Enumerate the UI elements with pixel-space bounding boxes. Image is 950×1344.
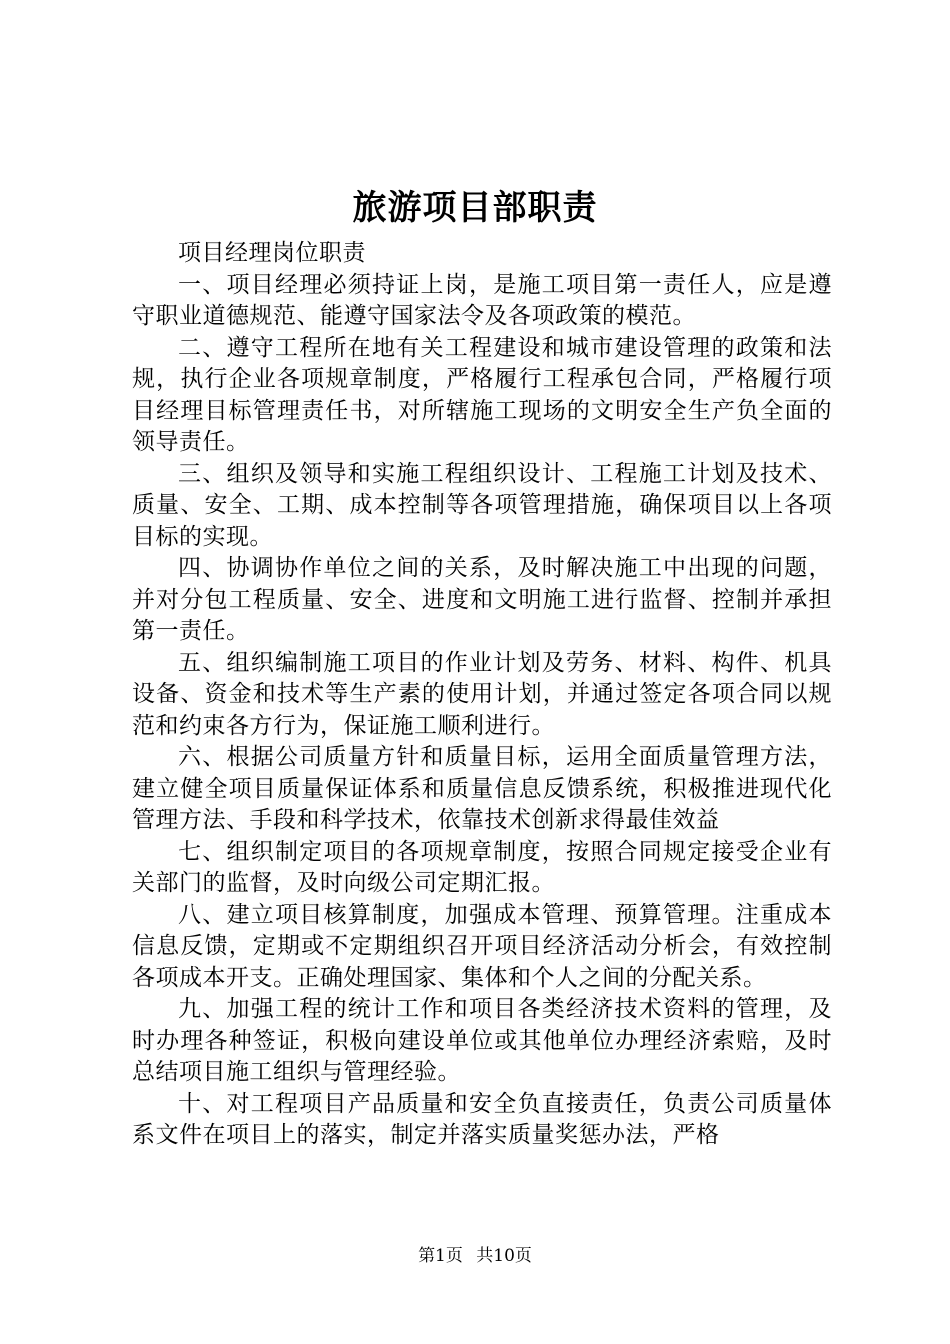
paragraph-item-8: 八、建立项目核算制度，加强成本管理、预算管理。注重成本信息反馈，定期或不定期组织召开项目经济活动分析会，有效控制各项成本开支。正确处理国家、集体和个人之间的分配关系。 [132,901,832,991]
paragraph-item-3: 三、组织及领导和实施工程组织设计、工程施工计划及技术、质量、安全、工期、成本控制等各项管理措施，确保项目以上各项目标的实现。 [132,460,832,550]
paragraph-item-7: 七、组织制定项目的各项规章制度，按照合同规定接受企业有关部门的监督，及时向级公司定期汇报。 [132,838,832,896]
paragraph-item-5: 五、组织编制施工项目的作业计划及劳务、材料、构件、机具设备、资金和技术等生产素的使用计划，并通过签定各项合同以规范和约束各方行为，保证施工顺利进行。 [132,649,832,739]
paragraph-item-10: 十、对工程项目产品质量和安全负直接责任，负责公司质量体系文件在项目上的落实，制定并落实质量奖惩办法，严格 [132,1090,832,1148]
paragraph-item-9: 九、加强工程的统计工作和项目各类经济技术资料的管理，及时办理各种签证，积极向建设单位或其他单位办理经济索赔，及时总结项目施工组织与管理经验。 [132,996,832,1085]
document-body [132,238,832,1152]
page-number: 第1页 [418,1246,463,1266]
paragraph-item-2: 二、遵守工程所在地有关工程建设和城市建设管理的政策和法规，执行企业各项规章制度，严格履行工程承包合同，严格履行项目经理目标管理责任书，对所辖施工现场的文明安全生产负全面的领导责任。 [132,334,832,455]
paragraph-heading: 项目经理岗位职责 [178,240,366,266]
page-total: 共10页 [476,1246,532,1266]
paragraph-item-1: 一、项目经理必须持证上岗，是施工项目第一责任人，应是遵守职业道德规范、能遵守国家法令及各项政策的模范。 [132,271,832,329]
document-title: 旅游项目部职责 [352,188,598,228]
page-footer [0,1244,950,1268]
paragraph-item-6: 六、根据公司质量方针和质量目标，运用全面质量管理方法，建立健全项目质量保证体系和质量信息反馈系统，积极推进现代化管理方法、手段和科学技术，依靠技术创新求得最佳效益 [132,744,832,833]
paragraph-item-4: 四、协调协作单位之间的关系，及时解决施工中出现的问题，并对分包工程质量、安全、进度和文明施工进行监督、控制并承担第一责任。 [132,555,832,644]
